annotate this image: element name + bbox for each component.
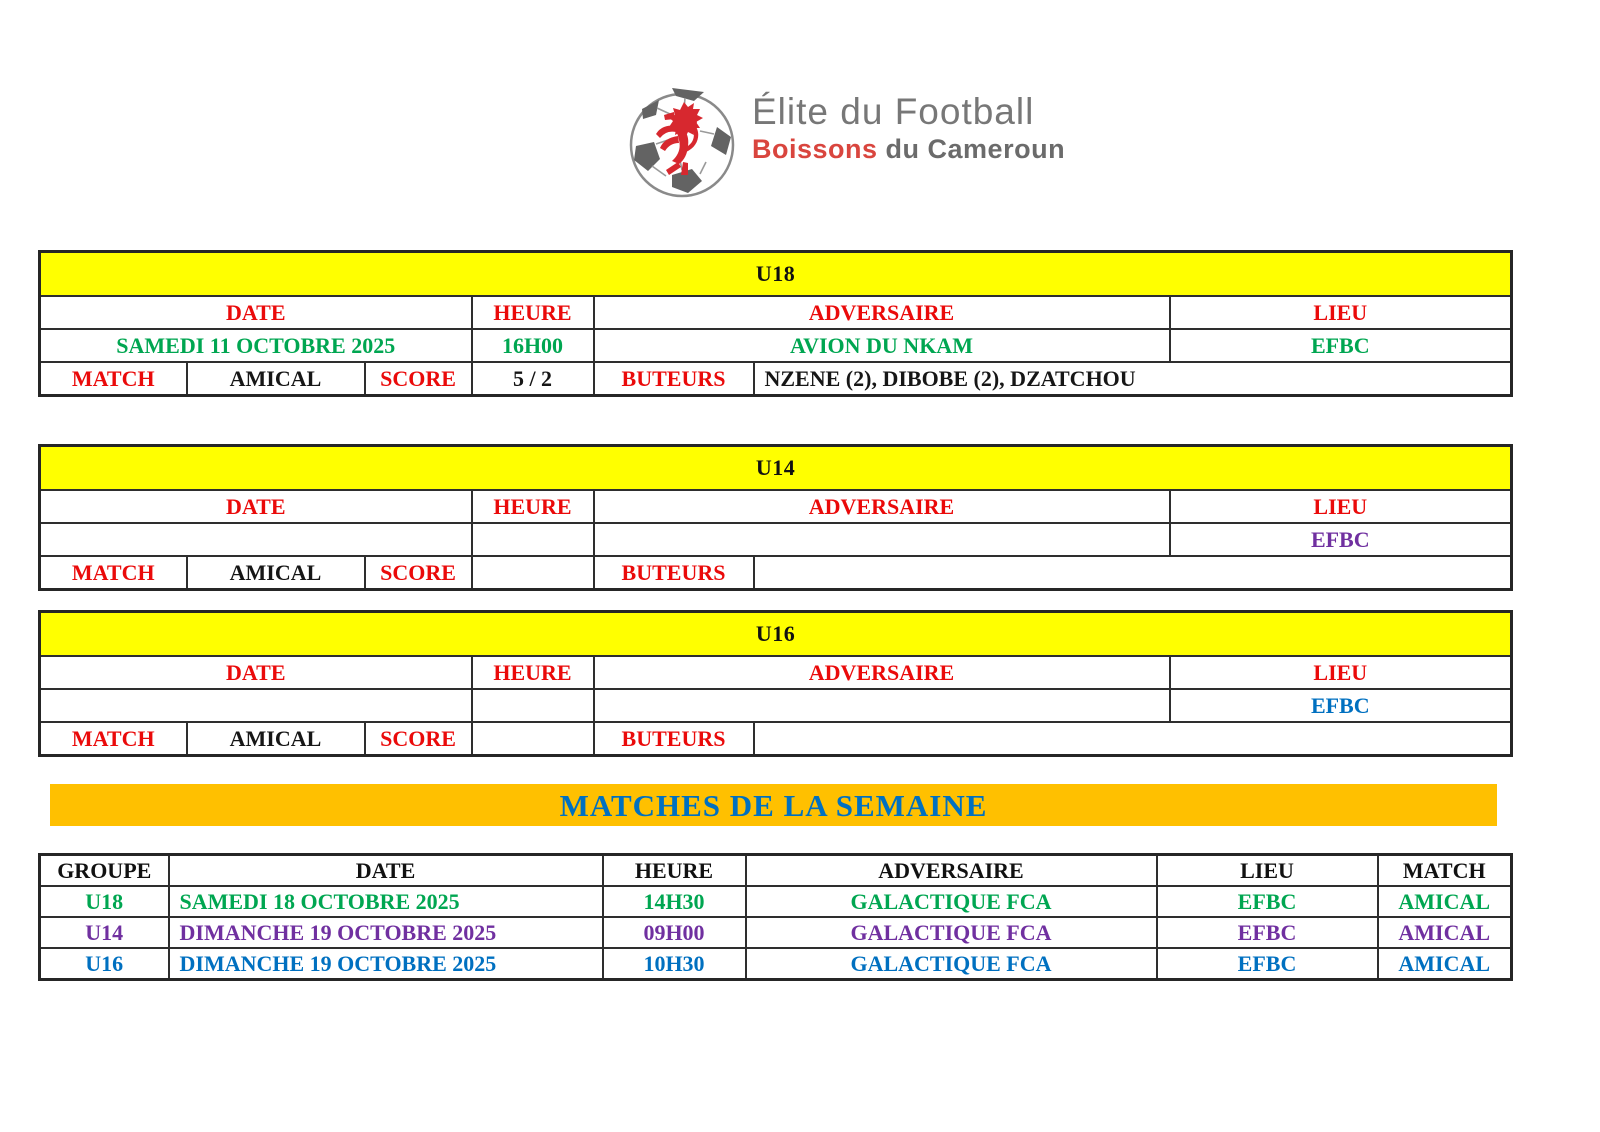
u14-buteurs-value — [754, 556, 1512, 590]
u16-buteurs-value — [754, 722, 1512, 756]
week-row-u14 — [40, 917, 1512, 948]
u16-fixture-date — [40, 689, 472, 722]
u14-fixture-date — [40, 523, 472, 556]
u18-buteurs-label: BUTEURS — [594, 362, 754, 396]
u16-buteurs-label: BUTEURS — [594, 722, 754, 756]
week-u18-match: AMICAL — [1378, 886, 1512, 917]
u14-header-heure: HEURE — [472, 490, 594, 523]
u18-match-label: MATCH — [40, 362, 187, 396]
u14-table — [38, 444, 1513, 591]
week-u18-lieu: EFBC — [1157, 886, 1378, 917]
week-u14-heure: 09H00 — [603, 917, 746, 948]
u16-score-label: SCORE — [365, 722, 472, 756]
u18-header-lieu: LIEU — [1170, 296, 1512, 329]
logo-title: Élite du Football — [752, 91, 1035, 132]
week-u14-lieu: EFBC — [1157, 917, 1378, 948]
u14-table-section — [38, 444, 1510, 591]
u18-score-label: SCORE — [365, 362, 472, 396]
u18-header-adversaire: ADVERSAIRE — [594, 296, 1170, 329]
u14-fixture-lieu: EFBC — [1170, 523, 1512, 556]
week-row-u16 — [40, 948, 1512, 980]
week-row-u18 — [40, 886, 1512, 917]
soccer-ball-icon — [622, 82, 742, 202]
u18-fixture-lieu: EFBC — [1170, 329, 1512, 362]
club-logo-text — [752, 92, 1065, 164]
week-table — [38, 853, 1513, 981]
u16-fixture-lieu: EFBC — [1170, 689, 1512, 722]
u16-header-adversaire: ADVERSAIRE — [594, 656, 1170, 689]
u14-match-label: MATCH — [40, 556, 187, 590]
u18-table — [38, 250, 1513, 397]
u16-header-date: DATE — [40, 656, 472, 689]
week-u18-date: SAMEDI 18 OCTOBRE 2025 — [169, 886, 603, 917]
week-u16-lieu: EFBC — [1157, 948, 1378, 980]
logo-subtitle-rest: du Cameroun — [885, 134, 1066, 164]
u18-table-section — [38, 250, 1510, 397]
u14-buteurs-label: BUTEURS — [594, 556, 754, 590]
week-u16-adversaire: GALACTIQUE FCA — [746, 948, 1157, 980]
u14-score-value — [472, 556, 594, 590]
u14-title: U14 — [40, 446, 1512, 491]
u16-score-value — [472, 722, 594, 756]
u14-match-value: AMICAL — [187, 556, 365, 590]
u14-fixture-adversaire — [594, 523, 1170, 556]
u18-title: U18 — [40, 252, 1512, 297]
logo-subtitle-accent: Boissons — [752, 134, 878, 164]
u18-score-value: 5 / 2 — [472, 362, 594, 396]
logo-subtitle — [752, 134, 1065, 164]
u16-table — [38, 610, 1513, 757]
week-header-groupe: GROUPE — [40, 855, 169, 887]
u14-header-lieu: LIEU — [1170, 490, 1512, 523]
week-u16-match: AMICAL — [1378, 948, 1512, 980]
u18-match-value: AMICAL — [187, 362, 365, 396]
u16-title: U16 — [40, 612, 1512, 657]
u14-fixture-heure — [472, 523, 594, 556]
u16-fixture-heure — [472, 689, 594, 722]
week-u16-heure: 10H30 — [603, 948, 746, 980]
club-logo — [622, 82, 1182, 202]
u14-header-adversaire: ADVERSAIRE — [594, 490, 1170, 523]
week-u16-date: DIMANCHE 19 OCTOBRE 2025 — [169, 948, 603, 980]
u14-score-label: SCORE — [365, 556, 472, 590]
u16-match-value: AMICAL — [187, 722, 365, 756]
week-banner: MATCHES DE LA SEMAINE — [50, 784, 1497, 826]
week-header-heure: HEURE — [603, 855, 746, 887]
u18-fixture-date: SAMEDI 11 OCTOBRE 2025 — [40, 329, 472, 362]
u14-header-date: DATE — [40, 490, 472, 523]
week-header-adversaire: ADVERSAIRE — [746, 855, 1157, 887]
week-u18-adversaire: GALACTIQUE FCA — [746, 886, 1157, 917]
u18-fixture-heure: 16H00 — [472, 329, 594, 362]
u16-match-label: MATCH — [40, 722, 187, 756]
u16-table-section — [38, 610, 1510, 757]
week-table-section — [38, 853, 1510, 981]
week-u14-date: DIMANCHE 19 OCTOBRE 2025 — [169, 917, 603, 948]
week-u14-match: AMICAL — [1378, 917, 1512, 948]
week-header-match: MATCH — [1378, 855, 1512, 887]
week-header-lieu: LIEU — [1157, 855, 1378, 887]
u18-buteurs-value: NZENE (2), DIBOBE (2), DZATCHOU — [754, 362, 1512, 396]
week-u16-groupe: U16 — [40, 948, 169, 980]
u18-header-date: DATE — [40, 296, 472, 329]
week-u14-adversaire: GALACTIQUE FCA — [746, 917, 1157, 948]
week-u14-groupe: U14 — [40, 917, 169, 948]
u16-fixture-adversaire — [594, 689, 1170, 722]
u16-header-lieu: LIEU — [1170, 656, 1512, 689]
u16-header-heure: HEURE — [472, 656, 594, 689]
week-header-date: DATE — [169, 855, 603, 887]
week-u18-heure: 14H30 — [603, 886, 746, 917]
week-u18-groupe: U18 — [40, 886, 169, 917]
u18-fixture-adversaire: AVION DU NKAM — [594, 329, 1170, 362]
u18-header-heure: HEURE — [472, 296, 594, 329]
